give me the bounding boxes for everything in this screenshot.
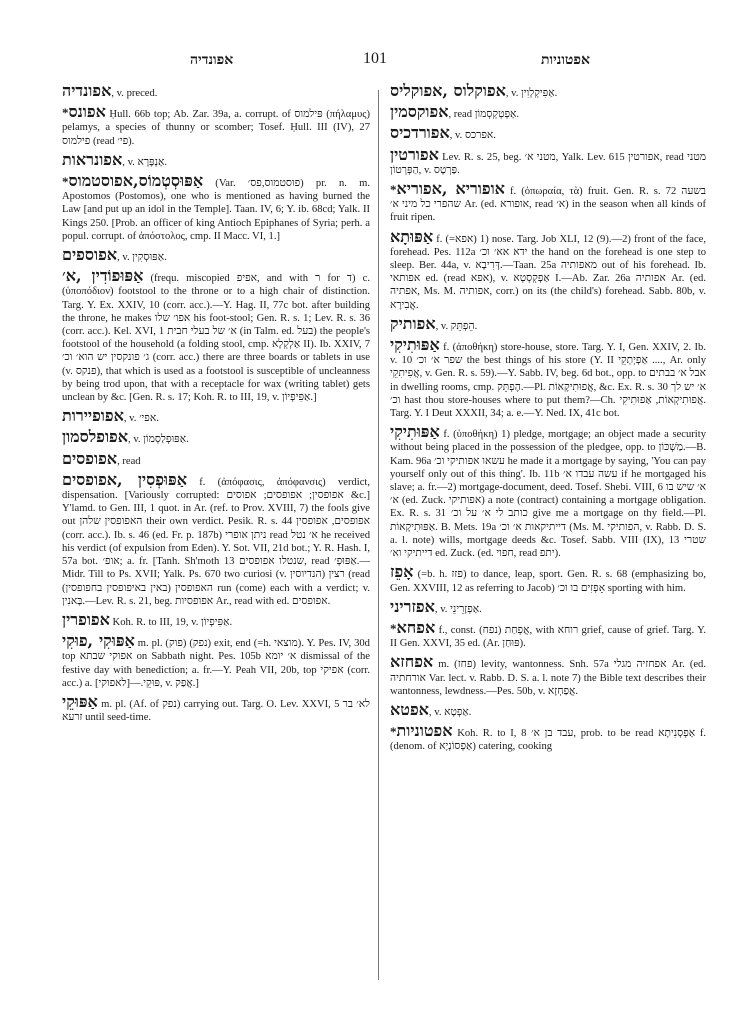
entry-headword: אפותיק	[390, 313, 436, 333]
entry-body: m. pl. (Af. of נפק) carrying out. Targ. O. Lev. XXVI, 5 לא׳ בר זרעא until seed-time.	[62, 698, 370, 724]
dictionary-entry	[62, 103, 370, 148]
entry-headword: אופוריא ,אפוריא	[396, 179, 505, 199]
dictionary-entry	[390, 82, 706, 100]
entry-headword: אַפּוּקֵי	[62, 691, 98, 711]
entry-body: m. pl. (פוק) (נפק) exit, end (=h. מוצאי). Y. Pes. IV, 30d top אפוקי שבתא on Sabbath night. Pes. 105b א׳ יומא dismissal of the festive day with benediction; a. fr.—Y. Peah VII, 20b, top אפיקי (corr. acc.) a. פּוּקֵי.—[לאפוקי], v. אֲפַק.]	[62, 638, 370, 689]
entry-body: , read	[117, 455, 141, 467]
entry-body: , v. אַנְפָּרָא.	[122, 156, 168, 168]
entry-star: *	[390, 724, 397, 740]
entry-body: m. (פחז) levity, wantonness. Snh. 57a אפחזיה מגלי Ar. (ed. אורחתיה Var. lect. v. Rabb. D. S. a. l. note 7) the Bible text describes their wantonness, lewdness.—Pes. 50b, v. אֲפַחְזָא.	[390, 659, 706, 697]
entry-body: , v. preced.	[111, 88, 158, 99]
page-number: 101	[363, 50, 387, 67]
dictionary-entry	[390, 701, 706, 719]
entry-body: f. (ὀπωραία, τὰ) fruit. Gen. R. s. 72 בשעה שהפרי כל מיני א׳ Ar. (ed. אופורא, read א׳) in the season when all kinds of fruit ripen.	[390, 186, 706, 224]
entry-headword: אפורדכיס	[390, 123, 450, 143]
entry-headword: אפופסים	[62, 448, 118, 468]
entry-headword: אפופלסמון	[62, 427, 129, 447]
dictionary-entry	[62, 450, 370, 468]
dictionary-entry	[390, 124, 706, 142]
entry-star: *	[62, 174, 69, 190]
running-head-left: אפונדיה	[190, 52, 234, 68]
running-head-right: אפטוניות	[541, 52, 590, 68]
entry-headword: אַפּוּקִי ,פוּקִי	[62, 631, 135, 651]
entry-headword: אפטא	[390, 699, 429, 719]
dictionary-entry	[390, 653, 706, 698]
entry-body: , v. אַפּוּפְלַסְמוֹן.	[128, 434, 189, 446]
entry-headword: אַפּוּתִיקִי	[390, 335, 440, 355]
dictionary-entry	[390, 563, 706, 594]
entry-headword: אפחזא	[390, 652, 434, 672]
entry-headword: אפחא	[396, 617, 436, 637]
entry-body: , v. אַפּוּסְקִין.	[117, 252, 167, 264]
dictionary-entry	[390, 336, 706, 420]
dictionary-entry	[390, 315, 706, 333]
dictionary-entry	[62, 172, 370, 243]
dictionary-entry	[390, 146, 706, 177]
entry-body: f. (ἀποθήκη) store-house, store. Targ. Y. I, Gen. XXIV, 2. Ib. v. 10 שפר א׳ וכ׳ the best things of his store (Y. II אַפְיְתְקֵי ...., Ar. only אֲפִיתִקֵי, v. Gen. R. s. 59).—Y. Sabb. IV, beg. 6d bot., opp. to אבל א׳ בבתים in dwelling rooms, cmp. הֶפְתֵּק.—Pl. אֲפוּתִיקָאוֹת, &c. Ex. R. s. 30 א׳ יש לך וכ׳ hast thou store-houses where to put them?—Ch. אֲפוּתִיקְאוֹת, אַפוּתִיקִי. Targ. Y. I Deut XXXII, 34; a. e.—Y. Ned. IX, 41c bot.	[390, 342, 706, 420]
entry-headword: אפוספים	[62, 245, 118, 265]
entry-body: (frequ. miscopied אפיפ, and with ר for ד) c. (ὑποπόδιον) footstool to the throne or to a high chair of distinction. Targ. Y. Ex. XXIV, 10 (corr. acc.).—Y. Hag. II, 77c bot. after building the throne, he makes אפו׳ שלו his foot-stool; Gen. R. s. 1; Lev. R. s. 36 (corr. acc.). Kel. XVI, 1 א׳ של בעלי חבית (in Talm. ed. בעל) the people's footstool of the household (a folding stool, cmp. אַלְקְלָא II). Ib. XXIV, 7 ג׳ פונקסין יש הוא׳ וכ׳ (corr. acc.) there are three boards or tablets in use (v. פנקס), that which is used as a footstool is susceptible of uncleanness by being trod upon, that with a receptacle for wax (writing tablet) gets unclean by &c. [Gen. R. s. 17; Koh. R. to III, 19, v. אַפִּיפְיוֹן.]	[62, 273, 370, 404]
dictionary-entry	[62, 246, 370, 264]
entry-body: , v. אַפְזָרֵינֵי.	[434, 603, 482, 615]
entry-headword: אַפּוּפוֹדִין ,א׳	[62, 266, 144, 286]
entry-headword: אַפּוּסְטְמוֹס,אפוסטמוס	[68, 171, 204, 191]
entry-headword: אַפּוּתָא	[390, 226, 434, 246]
entry-body: (Var. פוסטמוס,פס׳) pr. n. m. Apostomos (Postomos), one who is mentioned as having burned the Law [and put up an idol in the Temple]. Taan. IV, 6; Y. ib. 68cd; Yalk. II Kings 250. [Prob. an officer of king Antioch Epiphanes of Syria; perh. a popul. corrupt. of ἀπόστολος, cmp. II Macc. VI, 1.]	[62, 178, 370, 242]
entry-body: (=b. h. פזז) to dance, leap, sport. Gen. R. s. 68 (emphasizing bo, Gen. XXVIII, 12 as referring to Jacob) אָפְזִים בו וכ׳ sporting with him.	[390, 569, 706, 594]
entry-body: Ḥull. 66b top; Ab. Zar. 39a, a. corrupt. of פּילמוס (πήλαμυς) pelamys, a species of thunny or scomber; Tosef. Ḥull. III (IV), 27 פילמוס (read פי׳).	[62, 109, 370, 147]
dictionary-entry	[390, 598, 706, 616]
dictionary-entry	[62, 267, 370, 404]
entry-headword: אפונס	[68, 102, 106, 122]
entry-headword: אפוקלוס ,אפוקליס	[390, 82, 506, 100]
entry-headword: אפופיירות	[62, 406, 124, 426]
page-header	[40, 48, 710, 76]
entry-star: *	[390, 620, 397, 636]
entry-headword: אפזריני	[390, 596, 435, 616]
dictionary-entry	[62, 151, 370, 169]
dictionary-entry	[390, 228, 706, 312]
dictionary-entry	[62, 471, 370, 608]
entry-star: *	[62, 105, 69, 121]
entry-headword: אפטוניות	[396, 721, 453, 741]
entry-body: , v. אַפְטָא.	[428, 706, 472, 718]
dictionary-entry	[390, 423, 706, 560]
entry-body: f., const. אֲפְחַת (נפח), with רוחא grief, cause of grief. Targ. Y. II Gen. XXVI, 35 ed. (Ar. פּוּחַן).	[390, 624, 706, 650]
entry-body: , v. הֵפְתֵּק.	[435, 320, 478, 332]
entry-headword: אפונדיה	[62, 82, 112, 100]
entry-body: f. (ὑποθήκη) 1) pledge, mortgage; an object made a security without being placed in the possession of the pledgee, opp. to מַשְׁכּוֹן.—B. Kam. 96a עשאו אפותיקי וכ׳ he made it a mortgage by saying, 'You can pay yourself only out of this thing'. Ib. 11b עשה עבדו א׳ if he mortgaged his slave; a. fr.—2) mortgage-document, deed. Tosef. Shebi. VIII, 6 א׳ שיש בו א׳ (ed. Zuck. אפותיקי) a note (contract) containing a mortgage obligation. Ex. R. s. 31 כותב לי א׳ על וכ׳ give me a mortgage on thy field.—Pl. אַפּוּתִיקָאוֹת. B. Mets. 19a דייתיקאות א׳ וכ׳ (Ms. M. הפותיקי, v. Rabb. D. S. a. l. note) wills, mortgage deeds &c. Tosef. Sabb. VIII (IX), 13 שטרי דייתיקי וא׳ ed. Zuck. (ed. חפוי, read יתפ).	[390, 429, 706, 560]
column-divider	[378, 90, 379, 980]
left-column	[62, 82, 370, 986]
dictionary-entry	[62, 428, 370, 446]
entry-body: f. (ἀπόφασις, ἀπόφανσις) verdict, dispensation. [Variously corrupted: אפופסין; אפופסים; אפוסים &c.] Y'lamd. to Gen. III, 1 quot. in Ar. (ref. to Prov. XVIII, 7) the fools give out האפופסין שלהן their own verdict. Pesik. R. s. 44 אפופסים, אפופסין (corr. acc.). Ib. s. 46 (ed. Fr. p. 187b) ניתן אופרי read א׳ נטל he received his verdict (of expulsion from Eden). Y. Sot. VII, 21d bot.; Y. R. Hash. I, 57a bot. אופ׳; a. fr. [Tanh. Sh'moth 13 שנטלו אפופסים, read אַפּוּפְ׳.—Midr. Till to Ps. XVII; Yalk. Ps. 670 two curiosi (v. הנדיוסין) רצין (read האפופסין (באין באיפופסין בחפופסין) run (come) each with a verdict; v. בָּאנִין.—Lev. R. s. 21, beg. אפופסיות Ar., read with ed. אפופסים.	[62, 476, 370, 607]
entry-body: Lev. R. s. 25, beg. מטני א׳, Yalk. Lev. 615 אפורטין, read מטני הַפְּרְטוֹן, v. פַּרְטָס.	[390, 151, 706, 176]
dictionary-entry	[62, 82, 370, 100]
entry-body: f. (=אפא) 1) nose. Targ. Job XLI, 12 (9).—2) front of the face, forehead. Pes. 112a ידא אא׳ וכ׳ the hand on the forehead is one step to sleep. Ber. 44a, v. דְּרִיבָא.—Taan. 25a מאפותיה out of his forehead. Ib. אפותאי ed. (read אפא), v. אַפְקְסְטְא I.—Ab. Zar. 26a אפותיה Ar. (ed. אפתיה, Ms. M. אפותיה, corr.) on its (the child's) forehead. Sabb. 80b, v. אֲבִירָא.	[390, 233, 706, 311]
dictionary-entry	[62, 407, 370, 425]
entry-body: , v. אפרכס.	[449, 130, 496, 142]
entry-body: , v. אפי׳.	[123, 413, 159, 425]
entry-body: , read אַפְטְקְסְמוֹן.	[448, 109, 520, 121]
entry-body: Koh. R. to I, 8 עבד בן א׳, prob. to be read אַפְסְנִיתָא f. (denom. of אַפְסוֹנְיָא) catering, cooking	[390, 728, 706, 753]
entry-body: Koh. R. to III, 19, v. אַפִּיפְיוֹן.	[109, 616, 233, 628]
entry-headword: אַפּוּתִיקִי	[390, 422, 440, 442]
entry-headword: אַפּוּפְסִין ,אפופסים	[62, 469, 187, 489]
entry-headword: אפוקסמין	[390, 102, 449, 122]
entry-headword: אפונראות	[62, 149, 123, 169]
entry-body: , v. אַפִּיקְלְוִין.	[505, 88, 558, 99]
entry-headword: אפופרין	[62, 609, 110, 629]
dictionary-entry	[390, 722, 706, 753]
dictionary-entry	[62, 611, 370, 629]
entry-star: *	[390, 182, 397, 198]
dictionary-entry	[62, 693, 370, 724]
entry-headword: אפורטין	[390, 144, 439, 164]
dictionary-entry	[390, 619, 706, 650]
dictionary-entry	[390, 103, 706, 121]
entry-headword: אָפֵז	[390, 562, 414, 582]
dictionary-entry	[390, 180, 706, 225]
dictionary-entry	[62, 632, 370, 690]
right-column	[390, 82, 706, 986]
